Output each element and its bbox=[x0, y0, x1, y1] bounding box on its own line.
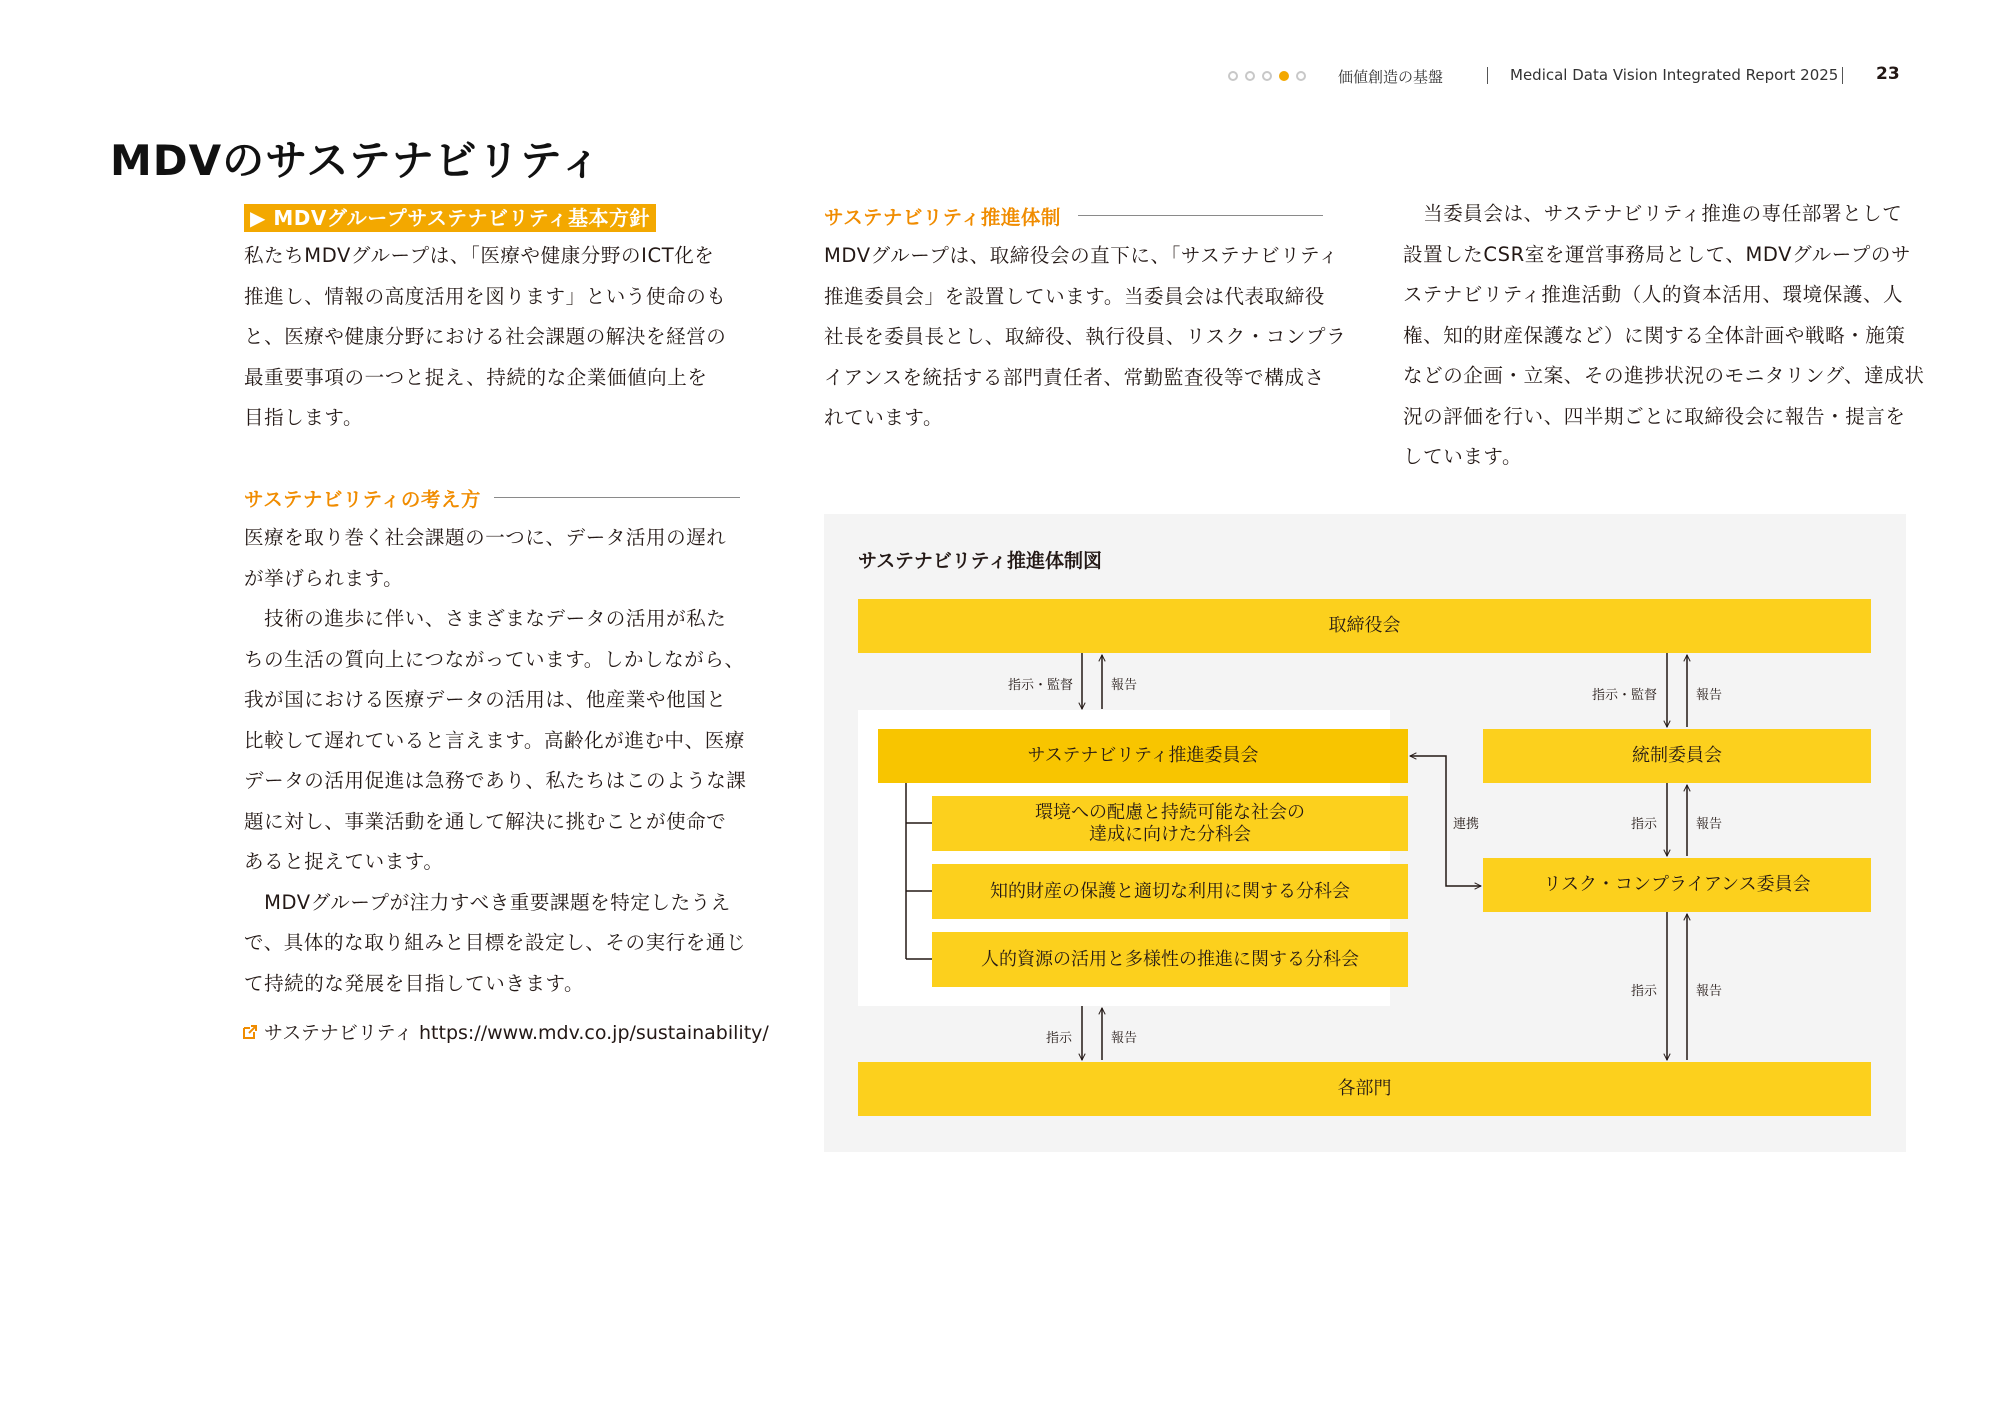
text-line: などの企画・立案、その進捗状況のモニタリング、達成状 bbox=[1403, 364, 1925, 387]
page-title: MDVのサステナビリティ bbox=[110, 136, 603, 185]
board-box: 取締役会 bbox=[858, 599, 1871, 653]
label-report: 報告 bbox=[1111, 1031, 1138, 1046]
label-direct-supervise: 指示・監督 bbox=[1592, 688, 1658, 703]
label-report: 報告 bbox=[1696, 688, 1723, 703]
text-line: ちの生活の質向上につながっています。しかしながら、 bbox=[244, 647, 745, 671]
label-direct: 指示 bbox=[1046, 1031, 1073, 1046]
text-line: 権、知的財産保護など）に関する全体計画や戦略・施策 bbox=[1403, 323, 1906, 347]
text-line: 推進し、情報の高度活用を図ります」という使命のも bbox=[244, 284, 727, 308]
text-line: 目指します。 bbox=[244, 406, 364, 429]
label-report: 報告 bbox=[1696, 817, 1723, 832]
structure-heading: サステナビリティ推進体制 bbox=[824, 206, 1061, 229]
label-cooperation: 連携 bbox=[1453, 817, 1480, 832]
sustainability-committee-box: サステナビリティ推進委員会 bbox=[878, 729, 1408, 783]
subcommittee-hr-box: 人的資源の活用と多様性の推進に関する分科会 bbox=[932, 932, 1408, 987]
text-line: 社長を委員長とし、取締役、執行役員、リスク・コンプラ bbox=[824, 325, 1347, 348]
sustainability-link[interactable]: サステナビリティ https://www.mdv.co.jp/sustainability/ bbox=[264, 1022, 769, 1044]
control-committee-box: 統制委員会 bbox=[1483, 729, 1871, 783]
text-line: れています。 bbox=[824, 406, 944, 429]
text-line: 技術の進歩に伴い、さまざまなデータの活用が私た bbox=[244, 607, 727, 630]
header-report-title: Medical Data Vision Integrated Report 2025 bbox=[1510, 66, 1839, 84]
text-line: あると捉えています。 bbox=[244, 850, 444, 873]
label-direct-supervise: 指示・監督 bbox=[1008, 678, 1074, 693]
text-line: MDVグループが注力すべき重要課題を特定したうえ bbox=[244, 890, 731, 914]
text-line: 最重要事項の一つと捉え、持続的な企業価値向上を bbox=[244, 365, 708, 389]
policy-badge: ▶ MDVグループサステナビリティ基本方針 bbox=[244, 204, 656, 232]
text-line: 私たちMDVグループは、「医療や健康分野のICT化を bbox=[244, 244, 715, 267]
risk-compliance-committee-box: リスク・コンプライアンス委員会 bbox=[1483, 858, 1871, 912]
label-report: 報告 bbox=[1696, 984, 1723, 999]
text-line: イアンスを統括する部門責任者、常勤監査役等で構成さ bbox=[824, 365, 1325, 389]
diagram-title: サステナビリティ推進体制図 bbox=[858, 550, 1102, 572]
text-line: 我が国における医療データの活用は、他産業や他国と bbox=[244, 688, 727, 711]
page-number: 23 bbox=[1876, 64, 1900, 84]
text-line: データの活用促進は急務であり、私たちはこのような課 bbox=[244, 769, 747, 792]
text-line: 当委員会は、サステナビリティ推進の専任部署として bbox=[1403, 202, 1903, 225]
text-line: MDVグループは、取締役会の直下に、「サステナビリティ bbox=[824, 244, 1339, 267]
label-direct: 指示 bbox=[1631, 984, 1658, 999]
label-direct: 指示 bbox=[1631, 817, 1658, 832]
departments-box: 各部門 bbox=[858, 1062, 1871, 1116]
text-line: ステナビリティ推進活動（人的資本活用、環境保護、人 bbox=[1403, 283, 1904, 306]
text-line: 題に対し、事業活動を通して解決に挑むことが使命で bbox=[244, 809, 727, 833]
approach-heading: サステナビリティの考え方 bbox=[244, 488, 481, 511]
header-section: 価値創造の基盤 bbox=[1338, 68, 1444, 86]
text-line: 推進委員会」を設置しています。当委員会は代表取締役 bbox=[824, 284, 1325, 308]
text-line: 医療を取り巻く社会課題の一つに、データ活用の遅れ bbox=[244, 526, 727, 549]
text-line: 比較して遅れていると言えます。高齢化が進む中、医療 bbox=[244, 728, 745, 752]
subcommittee-environment-box: 環境への配慮と持続可能な社会の 達成に向けた分科会 bbox=[932, 796, 1408, 851]
text-line: て持続的な発展を目指していきます。 bbox=[244, 971, 585, 995]
text-line: 況の評価を行い、四半期ごとに取締役会に報告・提言を bbox=[1403, 404, 1906, 428]
text-line: が挙げられます。 bbox=[244, 566, 404, 590]
text-line: で、具体的な取り組みと目標を設定し、その実行を通じ bbox=[244, 931, 747, 954]
text-line: 設置したCSR室を運営事務局として、MDVグループのサ bbox=[1403, 242, 1912, 266]
text-line: しています。 bbox=[1403, 445, 1523, 468]
text-line: と、医療や健康分野における社会課題の解決を経営の bbox=[244, 325, 727, 348]
label-report: 報告 bbox=[1111, 678, 1138, 693]
subcommittee-ip-box: 知的財産の保護と適切な利用に関する分科会 bbox=[932, 864, 1408, 919]
